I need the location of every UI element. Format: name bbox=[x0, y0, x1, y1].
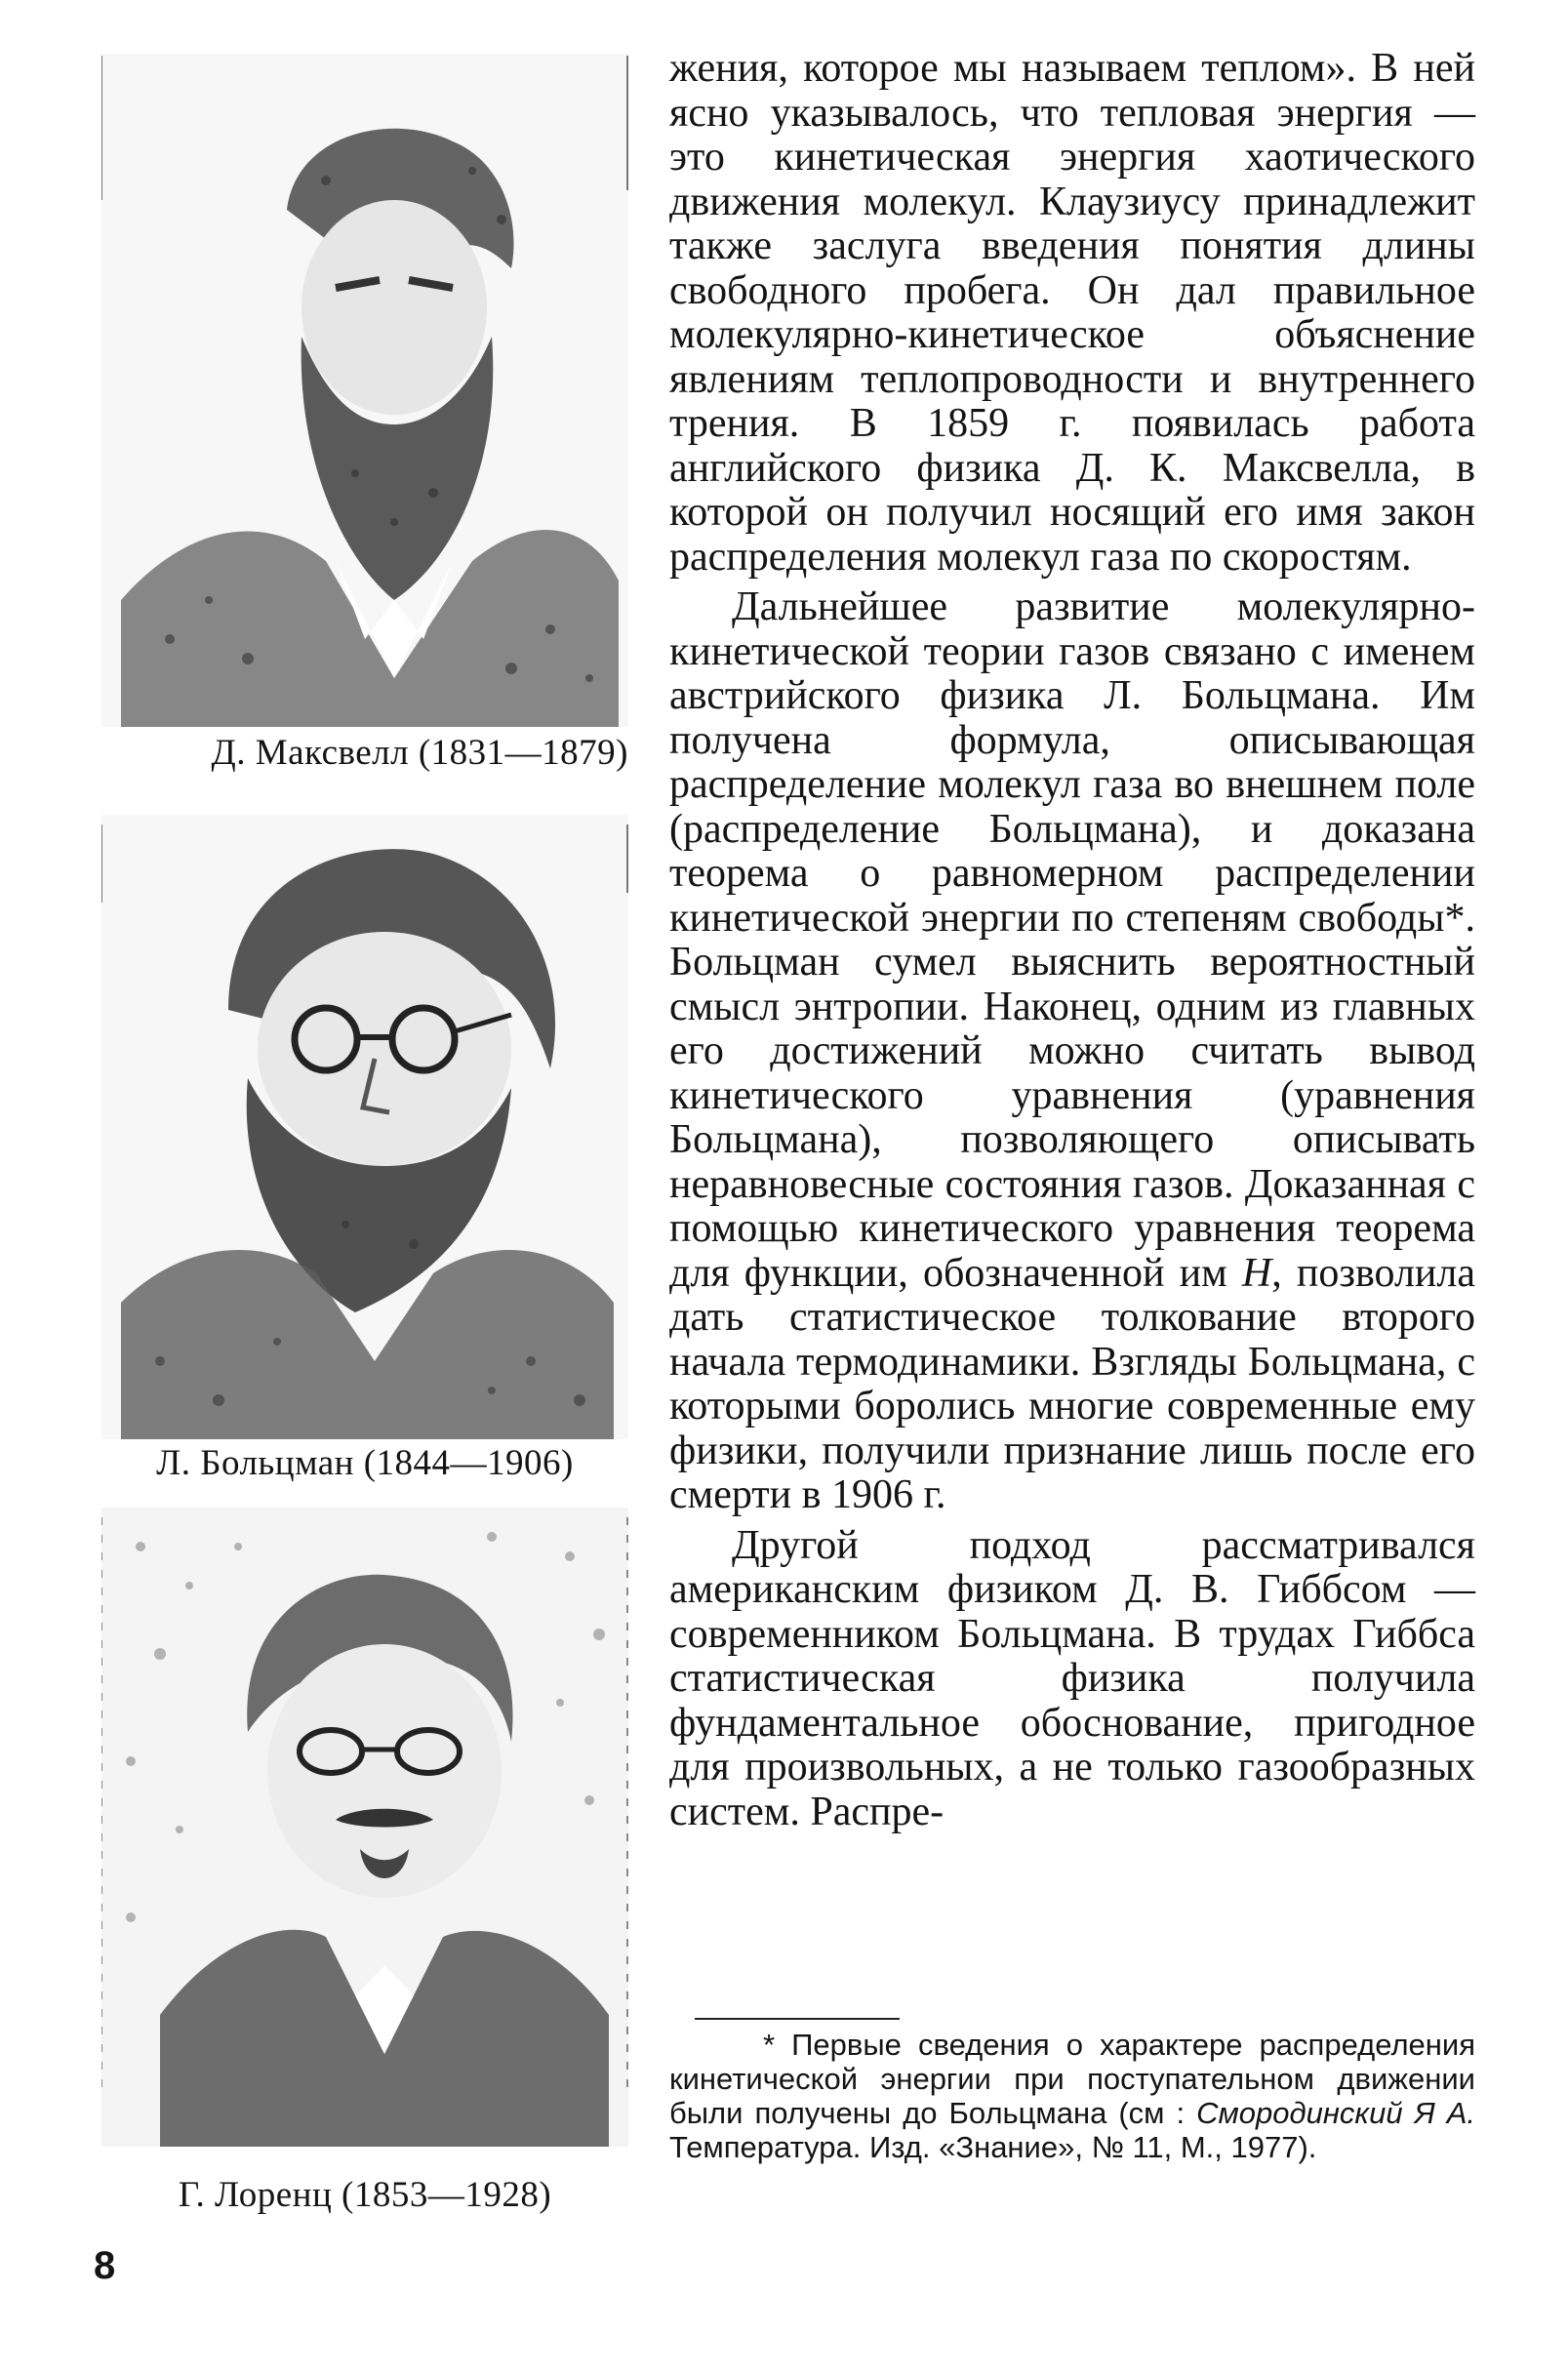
footnote-text-a: * Первые сведения о характере распределения кинетической энергии при поступательном движении были получены до Больцмана (см : bbox=[669, 2028, 1475, 2130]
footnote bbox=[669, 2028, 1475, 2164]
paragraph-2-text-b: , позволила дать статистическое толкование второго начала термодинамики. Взгляды Больцмана, с которыми боролись многие современные ему физики, получили признание лишь после его смерти в 1906 г. bbox=[669, 1250, 1475, 1517]
boltzmann-portrait bbox=[101, 815, 628, 1439]
maxwell-caption: Д. Максвелл (1831—1879) bbox=[211, 733, 628, 773]
h-function-symbol: H bbox=[1241, 1250, 1272, 1296]
body-text-column bbox=[669, 47, 1475, 1834]
footnote-divider bbox=[695, 2018, 900, 2020]
footnote-author: Смородинский Я А. bbox=[1196, 2096, 1476, 2130]
maxwell-portrait-image bbox=[101, 54, 628, 727]
page-number: 8 bbox=[94, 2244, 116, 2287]
paragraph-2 bbox=[669, 585, 1475, 1518]
lorentz-caption: Г. Лоренц (1853—1928) bbox=[178, 2175, 552, 2215]
lorentz-portrait bbox=[101, 1508, 628, 2147]
boltzmann-portrait-image bbox=[101, 815, 628, 1439]
paragraph-1: жения, которое мы называем теплом». В ней ясно указывалось, что тепловая энергия — это кинетическая энергия хаотического движения молекул. Клаузиусу принадлежит также заслуга введения понятия длины свободного пробега. Он дал правильное молекулярно-кинетическое объяснение явлениям теплопроводности и внутреннего трения. В 1859 г. появилась работа английского физика Д. К. Максвелла, в которой он получил носящий его имя закон распределения молекул газа по скоростям. bbox=[669, 46, 1475, 580]
paragraph-2-text-a: Дальнейшее развитие молекулярно-кинетической теории газов связано с именем австрийского физика Л. Больцмана. Им получена формула, описывающая распределение молекул газа во внешнем поле (распределение Больцмана), и доказана теорема о равномерном распределении кинетической энергии по степеням свободы*. Больцман сумел выяснить вероятностный смысл энтропии. Наконец, одним из главных его достижений можно считать вывод кинетического уравнения (уравнения Больцмана), позволяющего описывать неравновесные состояния газов. Доказанная с помощью кинетического уравнения теорема для функции, обозначенной им bbox=[669, 584, 1475, 1296]
paragraph-3: Другой подход рассматривался американским физиком Д. В. Гиббсом — современником Больцмана. В трудах Гиббса статистическая физика получила фундаментальное обоснование, пригодное для произвольных, а не только газообразных систем. Распре- bbox=[669, 1522, 1475, 1834]
boltzmann-caption: Л. Больцман (1844—1906) bbox=[156, 1443, 574, 1483]
maxwell-portrait bbox=[101, 54, 628, 727]
lorentz-portrait-image bbox=[101, 1508, 628, 2147]
footnote-text-b: Температура. Изд. «Знание», № 11, М., 1977). bbox=[669, 2130, 1317, 2164]
